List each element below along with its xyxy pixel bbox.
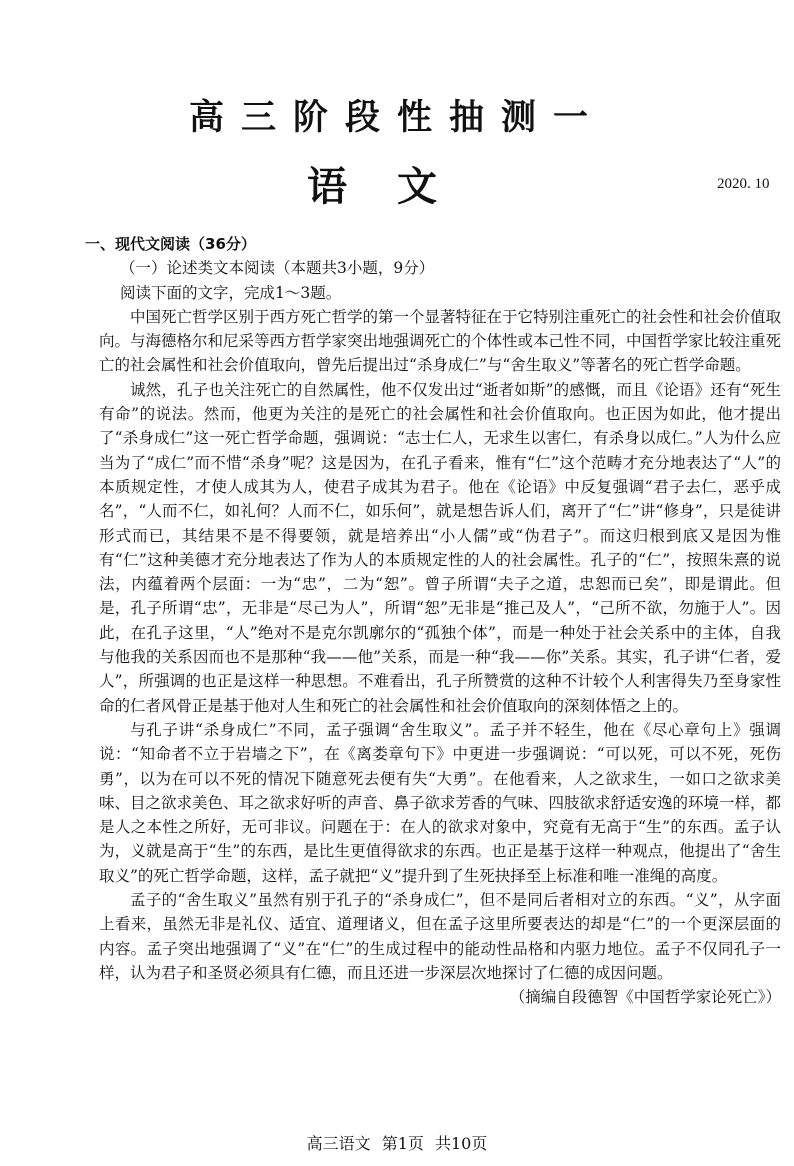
footer-page-number: 第1页 xyxy=(381,1134,424,1153)
sub-section-heading: （一）论述类文本阅读（本题共3小题，9分） xyxy=(120,259,435,278)
paragraph-4: 孟子的“舍生取义”虽然有别于孔子的“杀身成仁”，但不是同后者相对立的东西。“义”，从字面上看来，虽然无非是礼仪、适宜、道理诸义，但在孟子这里所要表达的却是“仁”的一个更深层面的内容。孟子突出地强调了“义”在“仁”的生成过程中的能动性品格和内驱力地位。孟子不仅同孔子一样，认为君子和圣贤必须具有仁德，而且还进一步深层次地探讨了仁德的成因问题。 xyxy=(99,891,781,982)
paragraph-2: 诚然，孔子也关注死亡的自然属性，他不仅发出过“逝者如斯”的感慨，而且《论语》还有“死生有命”的说法。然而，他更为关注的是死亡的社会属性和社会价值取向。也正因为如此，他才提出了“杀身成仁”这一死亡哲学命题，强调说：“志士仁人，无求生以害仁，有杀身以成仁。”人为什么应当为了“成仁”而不惜“杀身”呢？这是因为，在孔子看来，惟有“仁”这个范畴才充分地表达了“人”的本质规定性，才使人成其为人，使君子成其为君子。他在《论语》中反复强调“君子去仁，恶乎成名”，“人而不仁，如礼何？人而不仁，如乐何”，就是想告诉人们，离开了“仁”讲“修身”，只是徒讲形式而已，其结果不是不得要领，就是培养出“小人儒”或“伪君子”。而这归根到底又是因为惟有“仁”这种美德才充分地表达了作为人的本质规定性的人的社会属性。孔子的“仁”，按照朱熹的说法，内蕴着两个层面：一为“忠”，二为“恕”。曾子所谓“夫子之道，忠恕而已矣”，即是谓此。但是，孔子所谓“忠”，无非是“尽己为人”，所谓“恕”无非是“推己及人”，“己所不欲，勿施于人”。因此，在孔子这里，“人”绝对不是克尔凯廓尔的“孤独个体”，而是一种处于社会关系中的主体，自我与他我的关系因而也不是那种“我——他”关系，而是一种“我——你”关系。其实，孔子讲“仁者，爱人”，所强调的也正是这样一种思想。不难看出，孔子所赞赏的这种不计较个人利害得失乃至身家性命的仁者风骨正是基于他对人生和死亡的社会属性和社会价值取向的深刻体悟之上的。 xyxy=(99,380,781,715)
paragraph-1: 中国死亡哲学区别于西方死亡哲学的第一个显著特征在于它特别注重死亡的社会性和社会价值取向。与海德格尔和尼采等西方哲学家突出地强调死亡的个体性或本己性不同，中国哲学家比较注重死亡的社会属性和社会价值取向，曾先后提出过“杀身成仁”与“舍生取义”等著名的死亡哲学命题。 xyxy=(99,307,782,375)
page-footer xyxy=(0,1131,794,1154)
document-title: 高三阶段性抽测一 xyxy=(188,97,605,138)
subject-title: 语文 xyxy=(307,163,487,210)
footer-total-pages: 共10页 xyxy=(435,1134,488,1153)
section-heading: 一、现代文阅读（36分） xyxy=(85,235,256,253)
reading-instruction: 阅读下面的文字，完成1～3题。 xyxy=(120,283,342,302)
paragraph-3: 与孔子讲“杀身成仁”不同，孟子强调“舍生取义”。孟子并不轻生，他在《尽心章句上》强调说：“知命者不立于岩墙之下”，在《离娄章句下》中更进一步强调说：“可以死，可以不死，死伤勇”，以为在可以不死的情况下随意死去便有失“大勇”。在他看来，人之欲求生，一如口之欲求美味、目之欲求美色、耳之欲求好听的声音、鼻子欲求芳香的气味、四肢欲求舒适安逸的环境一样，都是人之本性之所好，无可非议。问题在于：在人的欲求对象中，究竟有无高于“生”的东西。孟子认为，义就是高于“生”的东西，是比生更值得欲求的东西。也正是基于这样一种观点，他提出了“舍生取义”的死亡哲学命题，这样，孟子就把“义”提升到了生死抉择至上标准和唯一准绳的高度。 xyxy=(99,720,782,885)
footer-subject: 高三语文 xyxy=(306,1134,371,1153)
exam-date: 2020. 10 xyxy=(717,176,770,192)
main-content xyxy=(85,232,782,1010)
source-citation: （摘编自段德智《中国哲学家论死亡》） xyxy=(509,988,781,1007)
